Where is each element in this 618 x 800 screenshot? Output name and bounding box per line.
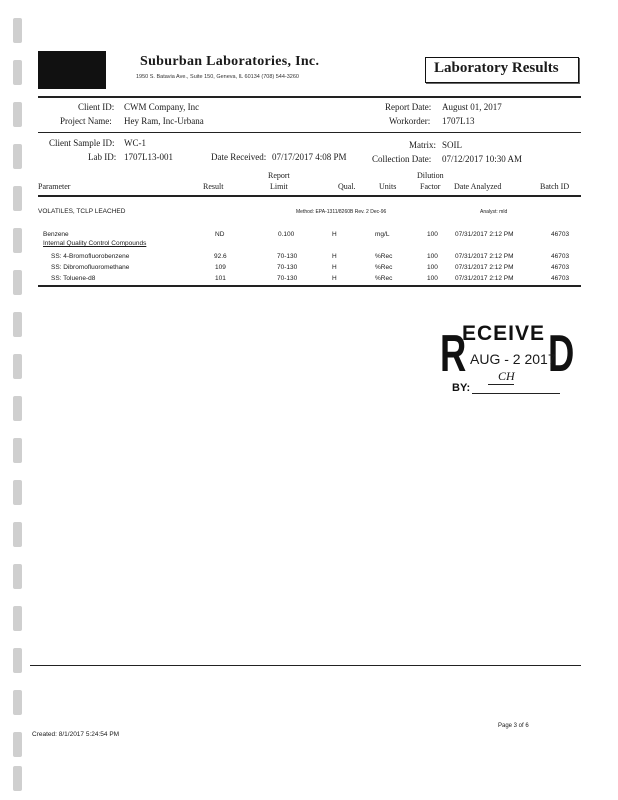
- table-bottom-rule: [38, 285, 581, 287]
- table-row-units: %Rec: [375, 253, 393, 260]
- table-row-units: %Rec: [375, 275, 393, 282]
- table-row-units: %Rec: [375, 264, 393, 271]
- project-value: Hey Ram, Inc-Urbana: [124, 116, 204, 126]
- stamp-initials: CH: [498, 369, 515, 383]
- workorder-label: Workorder:: [389, 116, 431, 126]
- stamp-by-label: BY:: [452, 382, 471, 394]
- report-date-value: August 01, 2017: [442, 102, 502, 112]
- table-row-date: 07/31/2017 2:12 PM: [455, 264, 514, 271]
- collection-date-label: Collection Date:: [372, 154, 432, 164]
- table-row-batch: 46703: [551, 275, 570, 282]
- received-stamp: [440, 320, 580, 420]
- lab-id-value: 1707L13-001: [124, 152, 173, 162]
- collection-date-value: 07/12/2017 10:30 AM: [442, 154, 523, 164]
- table-row-factor: 100: [427, 231, 438, 238]
- table-row-units: mg/L: [375, 231, 390, 238]
- date-received-value: 07/17/2017 4:08 PM: [272, 152, 347, 162]
- table-row-date: 07/31/2017 2:12 PM: [455, 231, 514, 238]
- header-rule: [38, 96, 581, 98]
- table-row-result: 109: [215, 264, 226, 271]
- table-row-batch: 46703: [551, 253, 570, 260]
- table-row-limit: 70-130: [277, 275, 298, 282]
- table-row-date: 07/31/2017 2:12 PM: [455, 253, 514, 260]
- table-row-limit: 0.100: [278, 231, 295, 238]
- table-row-date: 07/31/2017 2:12 PM: [455, 275, 514, 282]
- method-text: Method: EPA-1311/8260B Rev. 2 Dec-96: [296, 209, 387, 215]
- client-rule: [38, 132, 581, 133]
- sample-id-value: WC-1: [124, 138, 146, 148]
- table-row-limit: 70-130: [277, 264, 298, 271]
- col-limit: Limit: [270, 182, 288, 191]
- col-date-analyzed: Date Analyzed: [454, 182, 502, 191]
- workorder-value: 1707L13: [442, 116, 475, 126]
- company-address: 1950 S. Batavia Ave., Suite 150, Geneva, IL 60134 (708) 544-3260: [136, 74, 299, 80]
- col-qual: Qual.: [338, 182, 356, 191]
- stamp-by-line: [472, 393, 560, 394]
- table-row-param: SS: Toluene-d8: [51, 275, 96, 282]
- page-number: Page 3 of 6: [498, 723, 529, 729]
- project-label: Project Name:: [60, 116, 112, 126]
- client-id-label: Client ID:: [78, 102, 115, 112]
- table-row-factor: 100: [427, 264, 438, 271]
- table-row-qual: H: [332, 231, 337, 238]
- table-row-result: 101: [215, 275, 226, 282]
- table-row-param: SS: Dibromofluoromethane: [51, 264, 130, 271]
- col-parameter: Parameter: [38, 182, 71, 191]
- table-row-param: Benzene: [43, 231, 69, 238]
- table-row-result: ND: [215, 231, 225, 238]
- table-row-result: 92.6: [214, 253, 227, 260]
- stamp-letter-r: R: [440, 325, 467, 383]
- matrix-label: Matrix:: [409, 140, 436, 150]
- date-received-label: Date Received:: [211, 152, 267, 162]
- analyst-text: Analyst: mld: [480, 209, 508, 215]
- stamp-date: AUG - 2 2017: [470, 351, 556, 367]
- table-row-param: SS: 4-Bromofluorobenzene: [51, 253, 130, 260]
- col-units: Units: [379, 182, 397, 191]
- table-row-factor: 100: [427, 275, 438, 282]
- redacted-logo: [38, 51, 106, 89]
- table-header-rule: [38, 195, 581, 197]
- table-row-qual: H: [332, 253, 337, 260]
- stamp-received-text: ECEIVE: [462, 322, 546, 345]
- col-dilution: Dilution: [417, 171, 444, 180]
- col-batch-id: Batch ID: [540, 182, 570, 191]
- table-row-batch: 46703: [551, 264, 570, 271]
- table-row-factor: 100: [427, 253, 438, 260]
- subsection-title: Internal Quality Control Compounds: [43, 240, 147, 247]
- table-row-limit: 70-130: [277, 253, 298, 260]
- table-row-qual: H: [332, 275, 337, 282]
- stamp-initials-underline: [488, 384, 514, 385]
- section-title: VOLATILES, TCLP LEACHED: [38, 208, 126, 215]
- document-title: Laboratory Results: [434, 60, 559, 76]
- col-report: Report: [268, 171, 290, 180]
- col-factor: Factor: [420, 182, 441, 191]
- footer-rule: [30, 665, 581, 666]
- lab-id-label: Lab ID:: [88, 152, 117, 162]
- table-row-qual: H: [332, 264, 337, 271]
- matrix-value: SOIL: [442, 140, 462, 150]
- sample-id-label: Client Sample ID:: [49, 138, 115, 148]
- col-result: Result: [203, 182, 224, 191]
- company-name: Suburban Laboratories, Inc.: [140, 54, 320, 69]
- stamp-letter-d: D: [548, 325, 575, 383]
- client-id-value: CWM Company, Inc: [124, 102, 200, 112]
- table-row-batch: 46703: [551, 231, 570, 238]
- created-timestamp: Created: 8/1/2017 5:24:54 PM: [32, 731, 120, 738]
- report-date-label: Report Date:: [385, 102, 432, 112]
